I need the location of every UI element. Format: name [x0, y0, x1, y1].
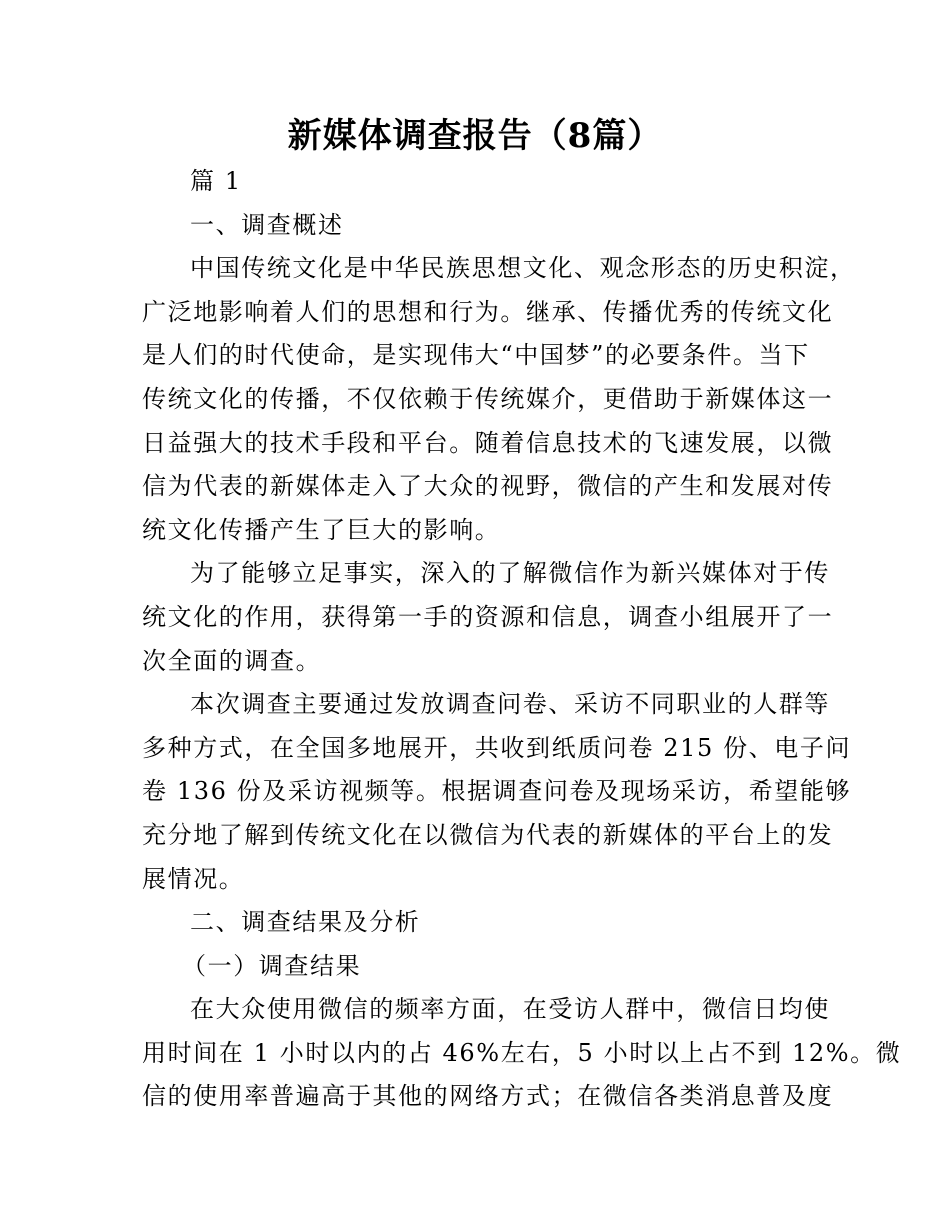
paragraph-line: 充分地了解到传统文化在以微信为代表的新媒体的平台上的发: [142, 820, 834, 849]
paragraph-line: 统文化的作用，获得第一手的资源和信息，调查小组展开了一: [142, 602, 834, 631]
paragraph-line: 用时间在 1 小时以内的占 46%左右，5 小时以上占不到 12%。微: [142, 1038, 902, 1067]
paragraph-line: 次全面的调查。: [142, 646, 322, 675]
paragraph-line: 本次调查主要通过发放调查问卷、采访不同职业的人群等: [190, 690, 830, 719]
paragraph-line: 中国传统文化是中华民族思想文化、观念形态的历史积淀，: [190, 254, 856, 283]
paragraph-line: 一、调查概述: [190, 210, 344, 239]
paragraph-line: 多种方式，在全国多地展开，共收到纸质问卷 215 份、电子问: [142, 733, 852, 762]
paragraph-line: 传统文化的传播，不仅依赖于传统媒介，更借助于新媒体这一: [142, 384, 834, 413]
paragraph-line: （一）调查结果: [182, 951, 362, 980]
document-body: [142, 160, 902, 1119]
paragraph-line: 卷 136 份及采访视频等。根据调查问卷及现场采访，希望能够: [142, 777, 852, 806]
paragraph-line: 为了能够立足事实，深入的了解微信作为新兴媒体对于传: [190, 559, 830, 588]
paragraph-line: 信的使用率普遍高于其他的网络方式；在微信各类消息普及度: [142, 1082, 834, 1111]
paragraph-line: 二、调查结果及分析: [190, 908, 421, 937]
paragraph-line: 信为代表的新媒体走入了大众的视野，微信的产生和发展对传: [142, 472, 834, 501]
paragraph-line: 篇 1: [190, 167, 242, 195]
paragraph-line: 日益强大的技术手段和平台。随着信息技术的飞速发展，以微: [142, 428, 834, 457]
paragraph-line: 广泛地影响着人们的思想和行为。继承、传播优秀的传统文化: [142, 297, 834, 326]
paragraph-line: 统文化传播产生了巨大的影响。: [142, 515, 501, 544]
paragraph-line: 展情况。: [142, 864, 245, 893]
paragraph-line: 在大众使用微信的频率方面，在受访人群中，微信日均使: [190, 995, 830, 1024]
document-title: 新媒体调查报告（8篇）: [287, 116, 663, 156]
paragraph-line: 是人们的时代使命，是实现伟大“中国梦”的必要条件。当下: [142, 341, 810, 370]
